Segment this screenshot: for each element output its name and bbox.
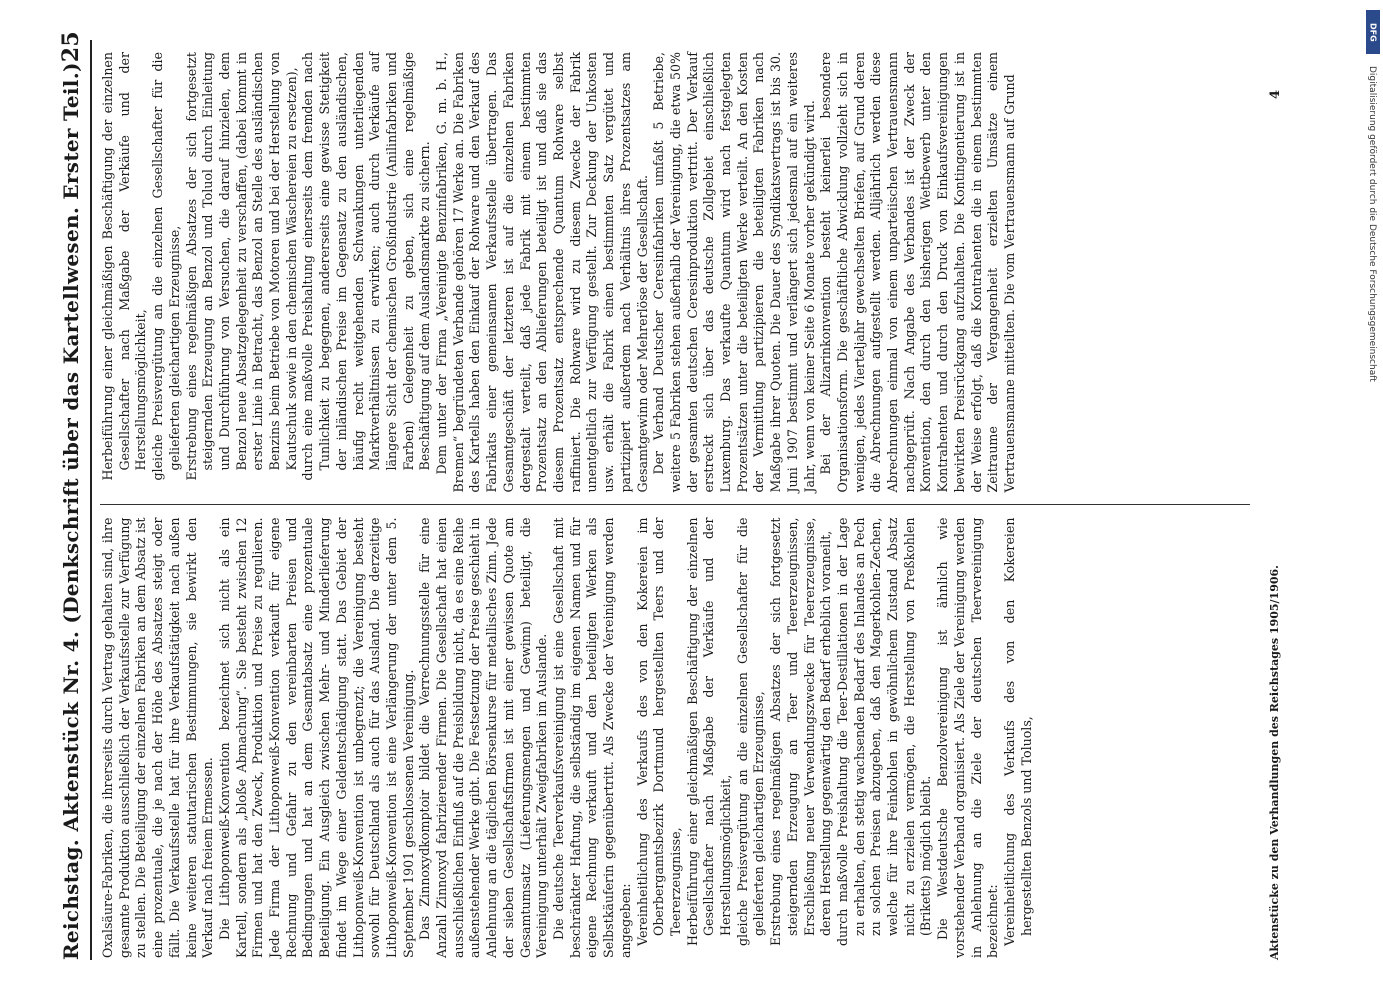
- paragraph: Vereinheitlichung des Verkaufs des von den Kokereien im Oberbergamtsbezirk Dortmund hergestellten Teers und der Teererzeugnisse,: [634, 517, 683, 946]
- text-columns: [100, 40, 1250, 960]
- paragraph: Die deutsche Teerverkaufsvereinigung ist eine Gesellschaft mit beschränkter Haftung, die selbständig im eigenen Namen und für eigene Rechnung verkauft und den beteiligten Werken als Selbstkäuferin gegenübertritt. Als Zwecke der Vereinigung werden angegeben:: [550, 517, 633, 958]
- digitization-note: Digitalisierung gefördert durch die Deutsche Forschungsgemeinschaft: [1367, 66, 1377, 382]
- paragraph: Herbeiführung einer gleichmäßigen Beschäftigung der einzelnen Gesellschafter nach Maßgabe der Verkäufe und der Herstellungsmöglichkeit,: [100, 52, 149, 481]
- paragraph: Die Westdeutsche Benzolvereinigung ist ähnlich wie vorstehender Verband organisiert. Als Ziele der Vereinigung werden in Anlehnung an die Ziele der deutschen Teervereinigung bezeichnet:: [935, 517, 1001, 958]
- paragraph: Erstrebung eines regelmäßigen Absatzes der sich fortgesetzt steigernden Erzeugung an Benzol und Toluol durch Einleitung und Durchführung von Versuchen, die darauf hinzielen, dem Benzol neue Absatzgelegenheit zu verschaffen, (dabei kommt in erster Linie in Betracht, das Benzol an Stelle des ausländischen Benzins beim Betriebe von Motoren und bei der Herstellung von Kautschuk sowie in den chemischen Wäschereien zu ersetzen),: [183, 52, 299, 481]
- paragraph: durch maßvolle Preishaltung die Teer-Destillationen in der Lage zu erhalten, den stetig wachsenden Bedarf des Inlandes an Pech zu solchen Preisen abzugeben, daß den Magerkohlen-Zechen, welche für ihre Feinkohlen in gewöhnlichem Zustand Absatz nicht zu erzielen vermögen, die Herstellung von Preßkohlen (Briketts) möglich bleibt.: [834, 517, 934, 946]
- page-footer: Aktenstücke zu den Verhandlungen des Reichstages 1905/1906.: [1268, 565, 1281, 960]
- paragraph: Das Zinnoxydkomptoir bildet die Verrechnungsstelle für eine Anzahl Zinnoxyd fabrizierender Firmen. Die Gesellschaft hat einen ausschließlichen Einfluß auf die Preisbildung nicht, da es eine Reihe außenstehender Werke gibt. Die Festsetzung der Preise geschieht in Anlehnung an die täglichen Börsenkurse für metallisches Zinn. Jede der sieben Gesellschaftsfirmen ist mit einer gewissen Quote am Gesamtumsatz (Lieferungsmengen und Gewinn) beteiligt, die Vereinigung unterhält Zweigfabriken im Auslande.: [417, 517, 550, 958]
- page-header: [58, 31, 92, 960]
- paragraph: Vereinheitlichung des Verkaufs des von den Kokereien hergestellten Benzols und Toluols,: [1001, 517, 1034, 946]
- paragraph: Erstrebung eines regelmäßigen Absatzes der sich fortgesetzt steigernden Erzeugung an Teer und Teererzeugnissen, Erschließung neuer Verwendungszwecke für Teererzeugnisse, deren Herstellung gegenwärtig den Bedarf erheblich voraneilt,: [768, 517, 834, 946]
- paragraph: gleiche Preisvergütung an die einzelnen Gesellschafter für die gelieferten gleichartigen Erzeugnisse,: [734, 517, 767, 946]
- left-column: [100, 505, 1250, 961]
- paragraph: Oxalsäure-Fabriken, die ihrerseits durch Vertrag gehalten sind, ihre gesamte Produktion ausschließlich der Verkaufsstelle zur Verfügung zu stellen. Die Beteiligung der einzelnen Fabriken an dem Absatz ist eine prozentuale, die je nach der Höhe des Absatzes steigt oder fällt. Die Verkaufsstelle hat für ihre Verkaufstätigkeit nach außen keine weiteren statutarischen Bestimmungen, sie bewirkt den Verkauf nach freiem Ermessen.: [100, 517, 216, 958]
- dfg-logo: DFG: [1366, 10, 1380, 54]
- right-column: [100, 40, 1250, 505]
- paragraph: Herbeiführung einer gleichmäßigen Beschäftigung der einzelnen Gesellschafter nach Maßgabe der Verkäufe und der Herstellungsmöglichkeit,: [684, 517, 734, 946]
- digitization-strip: [1363, 6, 1383, 996]
- signature-mark: 4: [1268, 90, 1283, 100]
- paragraph: durch eine maßvolle Preishaltung einerseits dem fremden nach Tunlichkeit zu begegnen, andererseits eine gewisse Stetigkeit der inländischen Preise im Gegensatz zu den ausländischen, häufig recht weitgehenden Schwankungen unterliegenden Marktverhältnissen zu erwirken; auch durch Verkäufe auf längere Sicht der chemischen Großindustrie (Anilinfabriken und Farben) Gelegenheit zu geben, sich eine regelmäßige Beschäftigung auf dem Auslandsmarkte zu sichern.: [300, 52, 433, 481]
- header-title: Reichstag. Aktenstück Nr. 4. (Denkschrift über das Kartellwesen. Erster Teil.): [59, 62, 83, 960]
- paragraph: Der Verband Deutscher Ceresinfabriken umfaßt 5 Betriebe, weitere 5 Fabriken stehen außerhalb der Vereinigung, die etwa 50% der gesamten deutschen Ceresinproduktion vertritt. Der Verkauf erstreckt sich über das deutsche Zollgebiet einschließlich Luxemburg. Das verkaufte Quantum wird nach festgelegten Prozentsätzen unter die beteiligten Werke verteilt. An den Kosten der Vermittlung partizipieren die beteiligten Fabriken nach Maßgabe ihrer Quoten. Die Dauer des Syndikatsvertrags ist bis 30. Juni 1907 bestimmt und verlängert sich jedesmal auf ein weiteres Jahr, wenn von keiner Seite 6 Monate vorher gekündigt wird.: [651, 52, 817, 493]
- page-number: 25: [58, 31, 84, 63]
- paragraph: gleiche Preisvergütung an die einzelnen Gesellschafter für die gelieferten gleichartigen Erzeugnisse,: [150, 52, 182, 481]
- paragraph: Bei der Alizarinkonvention besteht keinerlei besondere Organisationsform. Die geschäftliche Abwicklung vollzieht sich in wenigen, jedes Vierteljahr gewechselten Briefen, auf Grund deren die Abrechnungen aufgestellt werden. Alljährlich werden diese Abrechnungen einmal von einem unparteiischen Vertrauensmann nachgeprüft. Nach Angabe des Verbandes ist der Zweck der Konvention, den durch den bisherigen Wettbewerb unter den Kontrahenten und durch den Druck von Einkaufsvereinigungen bewirkten Preisrückgang aufzuhalten. Die Kontingentierung ist in der Weise erfolgt, daß die Kontrahenten die in einem bestimmten Zeitraume der Vergangenheit erzielten Umsätze einem Vertrauensmanne mitteilten. Die vom Vertrauensmann auf Grund: [818, 52, 1017, 493]
- paragraph: Die Lithoponweiß-Konvention bezeichnet sich nicht als ein Kartell, sondern als „bloße Abmachung“. Sie besteht zwischen 12 Firmen und hat den Zweck, Produktion und Preise zu regulieren. Jede Firma der Lithoponweiß-Konvention verkauft für eigene Rechnung und Gefahr zu den vereinbarten Preisen und Bedingungen und hat an dem Gesamtabsatz eine prozentuale Beteiligung. Ein Ausgleich zwischen Mehr- und Minderlieferung findet im Wege einer Geldentschädigung statt. Das Gebiet der Lithoponweiß-Konvention ist unbegrenzt; die Vereinigung besteht sowohl für Deutschland als auch für das Ausland. Die derzeitige Lithoponweiß-Konvention ist eine Verlängerung der unter dem 5. September 1901 geschlossenen Vereinigung.: [216, 517, 416, 958]
- paragraph: Dem unter der Firma „Vereinigte Benzinfabriken, G. m. b. H., Bremen“ begründeten Verbande gehören 17 Werke an. Die Fabriken des Kartells haben den Einkauf der Rohware und den Verkauf des Fabrikats einer gemeinsamen Verkaufsstelle übertragen. Das Gesamtgeschäft der letzteren ist auf die einzelnen Fabriken dergestalt verteilt, daß jede Fabrik mit einem bestimmten Prozentsatz an den Ablieferungen beteiligt ist und daß sie das diesem Prozentsatz entsprechende Quantum Rohware selbst raffiniert. Die Rohware wird zu diesem Zwecke der Fabrik unentgeltlich zur Verfügung gestellt. Zur Deckung der Unkosten usw. erhält die Fabrik einen bestimmten Satz vergütet und partizipiert außerdem nach Verhältnis ihres Prozentsatzes am Gesamtgewinn oder Mehrerlöse der Gesellschaft.: [434, 52, 650, 493]
